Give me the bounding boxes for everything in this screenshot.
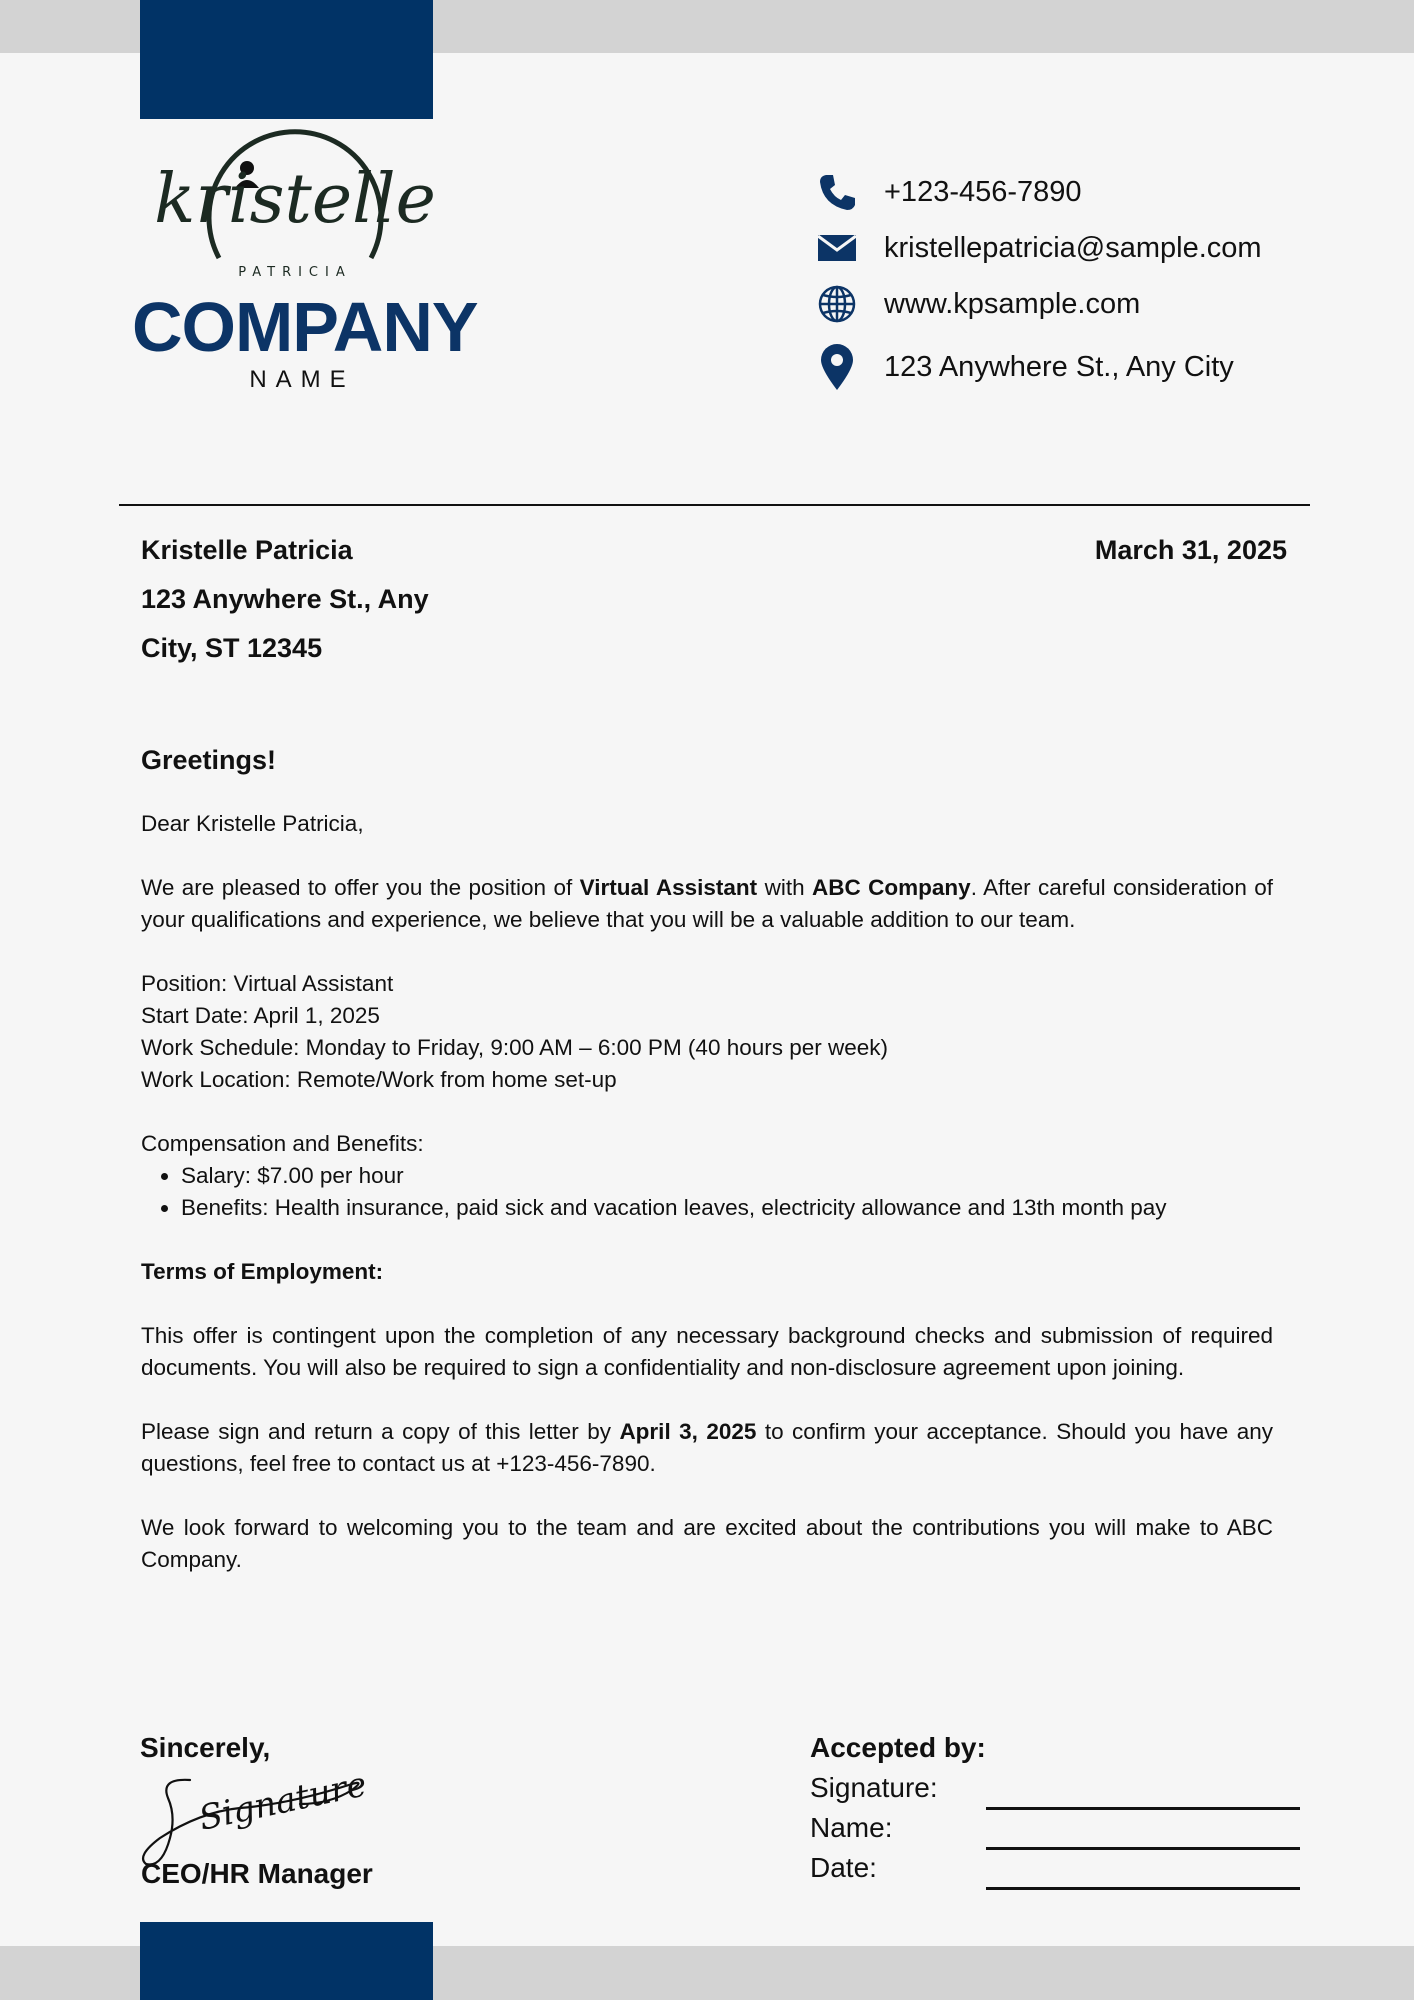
letter-body — [141, 808, 1273, 1608]
kristelle-patricia-logo — [154, 118, 436, 288]
accept-name-line[interactable] — [986, 1847, 1300, 1850]
intro-paragraph: We are pleased to offer you the position of Virtual Assistant with ABC Company. After careful consideration of your qualifications and experience, we believe that you will be a valuable addition to our team. — [141, 875, 1274, 932]
detail-schedule: Work Schedule: Monday to Friday, 9:00 AM – 6:00 PM (40 hours per week) — [141, 1035, 889, 1060]
contact-phone — [815, 167, 1375, 217]
recipient-address-line1: 123 Anywhere St., Any — [141, 584, 429, 614]
contact-website — [815, 279, 1375, 329]
terms-heading: Terms of Employment: — [141, 1259, 384, 1284]
accept-name-label: Name: — [810, 1812, 893, 1843]
position-details — [141, 968, 1273, 1096]
compensation-heading: Compensation and Benefits: — [141, 1131, 424, 1156]
detail-location: Work Location: Remote/Work from home set-up — [141, 1067, 617, 1092]
phone-text[interactable]: +123-456-7890 — [884, 175, 1082, 208]
accept-date-label: Date: — [810, 1852, 877, 1883]
contact-email — [815, 223, 1375, 273]
recipient-address-line2: City, ST 12345 — [141, 633, 323, 663]
return-deadline: April 3, 2025 — [619, 1419, 757, 1444]
accept-signature-label: Signature: — [810, 1772, 938, 1803]
accept-date-field[interactable] — [810, 1852, 1302, 1892]
address-text: 123 Anywhere St., Any City — [884, 350, 1234, 383]
logo-script-text: kristelle — [154, 160, 436, 239]
detail-position: Position: Virtual Assistant — [141, 971, 394, 996]
company-wordmark: COMPANY — [132, 288, 478, 366]
email-text[interactable]: kristellepatricia@sample.com — [884, 231, 1262, 264]
globe-icon — [815, 282, 859, 326]
accept-name-field[interactable] — [810, 1812, 1302, 1852]
company-subtitle: NAME — [249, 366, 355, 393]
bottom-accent-block — [140, 1922, 433, 2000]
company-highlight: ABC Company — [812, 875, 971, 900]
letter-date: March 31, 2025 — [1094, 535, 1287, 565]
recipient-name: Kristelle Patricia — [141, 535, 353, 565]
accept-date-line[interactable] — [986, 1887, 1300, 1890]
return-paragraph: Please sign and return a copy of this letter by April 3, 2025 to confirm your acceptance. Should you have any questions, feel free to contact us at +123-456-7890. — [141, 1419, 1273, 1476]
accept-signature-line[interactable] — [986, 1807, 1300, 1810]
location-pin-icon — [815, 345, 859, 389]
accepted-by-heading: Accepted by: — [810, 1732, 986, 1763]
signature-script: Signature — [195, 1764, 371, 1839]
logo-ring-text: PATRICIA — [238, 265, 352, 280]
header-divider — [119, 504, 1310, 506]
list-item: • Salary: $7.00 per hour — [181, 1160, 1273, 1192]
list-item: • Benefits: Health insurance, paid sick and vacation leaves, electricity allowance and 13th month pay — [181, 1192, 1273, 1224]
top-accent-block — [140, 0, 433, 119]
greeting-heading: Greetings! — [141, 745, 277, 775]
signer-title: CEO/HR Manager — [141, 1858, 373, 1889]
compensation-list — [141, 1160, 1273, 1224]
contact-address — [815, 342, 1375, 392]
sincerely-label: Sincerely, — [140, 1732, 271, 1763]
salutation: Dear Kristelle Patricia, — [141, 811, 364, 836]
recipient-block — [141, 526, 429, 673]
position-highlight: Virtual Assistant — [579, 875, 758, 900]
accept-signature-field[interactable] — [810, 1772, 1302, 1812]
terms-paragraph: This offer is contingent upon the completion of any necessary background checks and submission of required documents. You will also be required to sign a confidentiality and non-disclosure agreement upon joining. — [141, 1323, 1273, 1380]
closing-paragraph: We look forward to welcoming you to the team and are excited about the contributions you will make to ABC Company. — [141, 1515, 1273, 1572]
envelope-icon — [815, 226, 859, 270]
website-text[interactable]: www.kpsample.com — [884, 287, 1141, 320]
phone-icon — [815, 170, 859, 214]
detail-start-date: Start Date: April 1, 2025 — [141, 1003, 380, 1028]
